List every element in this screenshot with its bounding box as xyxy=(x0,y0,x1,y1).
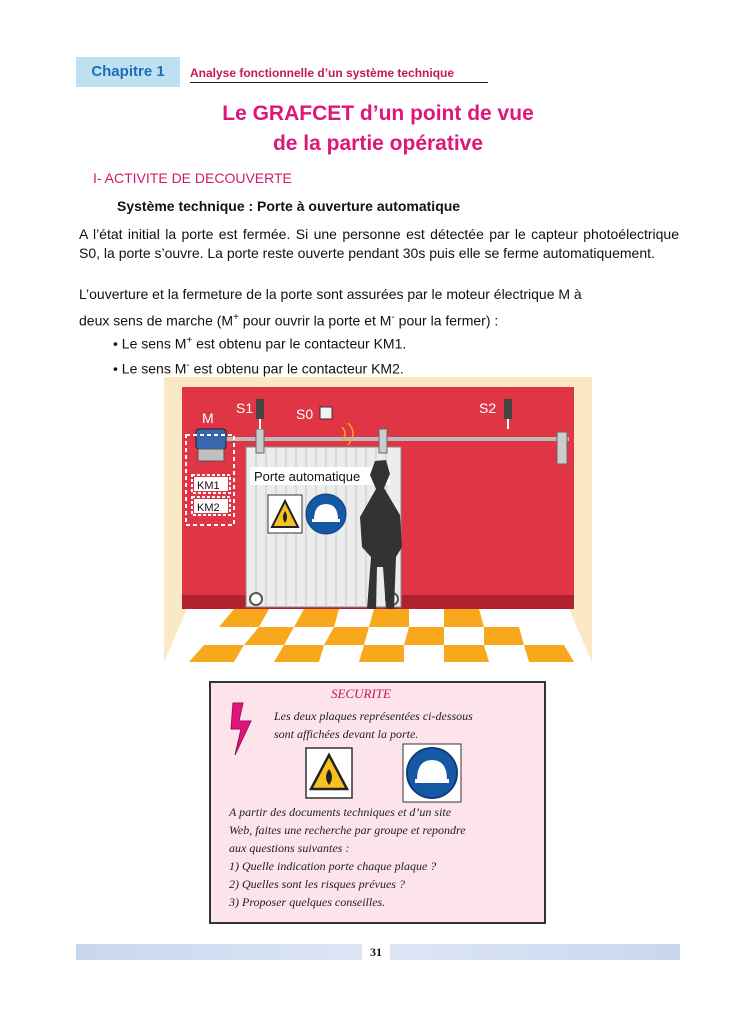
question-3: 3) Proposer quelques conseilles. xyxy=(229,895,386,909)
sup-plus: + xyxy=(233,312,239,323)
intro-line: Les deux plaques représentées ci-dessous xyxy=(274,709,473,723)
section-heading: I- ACTIVITE DE DECOUVERTE xyxy=(93,170,292,186)
door-label: Porte automatique xyxy=(254,469,361,484)
text-fragment: pour ouvrir la porte et M xyxy=(238,312,392,329)
header-rule xyxy=(190,82,488,83)
label-s2: S2 xyxy=(479,400,497,416)
text-fragment: • Le sens M xyxy=(113,335,187,352)
sup-plus: + xyxy=(186,335,193,346)
label-s1: S1 xyxy=(236,400,254,416)
checkered-floor xyxy=(164,609,592,662)
security-intro xyxy=(274,707,534,743)
security-instructions xyxy=(229,803,534,911)
text-fragment: • Le sens M xyxy=(113,360,187,377)
task-line: Web, faites une recherche par groupe et repondre xyxy=(229,823,466,837)
paragraph-motor: L’ouverture et la fermeture de la porte sont assurées par le moteur électrique M à xyxy=(79,286,582,302)
page-number: 31 xyxy=(362,944,390,960)
bullet-km2 xyxy=(113,356,404,379)
door-hanger-right xyxy=(379,429,387,453)
chapter-subtitle: Analyse fonctionnelle d’un système technique xyxy=(190,66,455,80)
page-title-line2: de la partie opérative xyxy=(272,132,484,155)
lightning-bolt-icon xyxy=(229,701,259,757)
flame-warning-icon xyxy=(268,495,302,533)
helmet-sign-icon xyxy=(402,743,462,803)
security-title: SECURITE xyxy=(331,686,391,701)
question-1: 1) Quelle indication porte chaque plaque ? xyxy=(229,859,437,873)
system-heading: Système technique : Porte à ouverture automatique xyxy=(117,198,461,214)
text-fragment: pour la fermer) : xyxy=(394,312,499,329)
security-box xyxy=(209,681,546,924)
flame-warning-sign-icon xyxy=(305,747,353,799)
label-motor: M xyxy=(202,410,214,426)
label-km2: KM2 xyxy=(197,502,220,514)
label-km1: KM1 xyxy=(197,480,220,492)
text-fragment: est obtenu par le contacteur KM1. xyxy=(192,335,407,352)
motor-icon xyxy=(196,429,226,461)
page-title-line1: Le GRAFCET d’un point de vue xyxy=(222,102,534,125)
door-illustration xyxy=(164,377,592,662)
rail-end-bracket xyxy=(557,432,567,464)
paragraph-motor-line2 xyxy=(79,308,679,331)
question-2: 2) Quelles sont les risques prévues ? xyxy=(229,877,405,891)
task-line: A partir des documents techniques et d’un site xyxy=(229,805,452,819)
task-line: aux questions suivantes : xyxy=(229,841,350,855)
text-fragment: est obtenu par le contacteur KM2. xyxy=(189,360,404,377)
helmet-mandatory-icon xyxy=(306,494,346,534)
text-fragment: deux sens de marche (M xyxy=(79,312,234,329)
intro-line: sont affichées devant la porte. xyxy=(274,727,419,741)
paragraph-intro: A l’état initial la porte est fermée. Si une personne est détectée par le capteur photoélectrique S0, la porte s’ouvre. La porte reste ouverte pendant 30s puis elle se ferme automatiquement. xyxy=(79,226,679,261)
door-hanger-left xyxy=(256,429,264,453)
bullet-km1 xyxy=(113,331,406,354)
sup-minus: - xyxy=(391,312,395,323)
sup-minus: - xyxy=(186,360,190,371)
label-s0: S0 xyxy=(296,406,314,422)
chapter-label: Chapitre 1 xyxy=(76,57,180,87)
